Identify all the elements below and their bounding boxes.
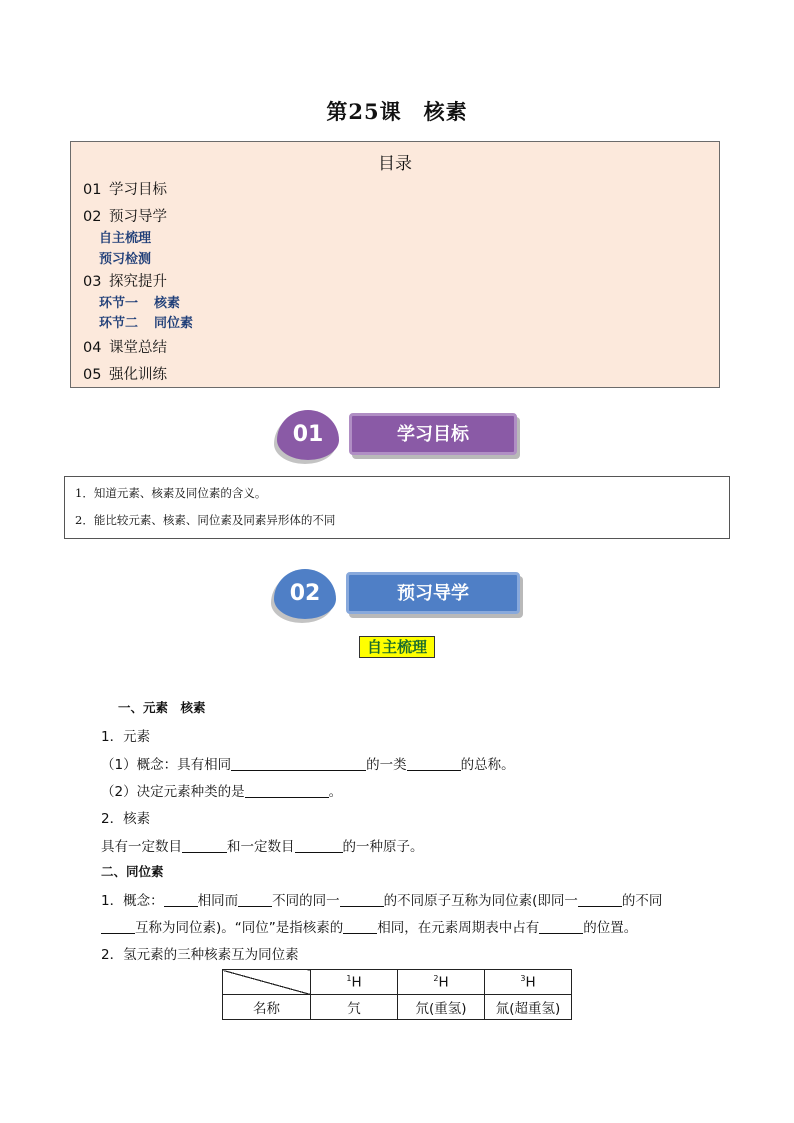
blank-field[interactable] (340, 894, 384, 907)
diagonal-header-cell (223, 970, 311, 995)
blank-field[interactable] (343, 921, 377, 934)
determinant-line: （2）决定元素种类的是 。 (101, 784, 343, 800)
blank-field[interactable] (238, 894, 272, 907)
heading-element-nuclide: 一、元素 核素 (118, 700, 206, 715)
heading-isotope: 二、同位素 (101, 864, 164, 879)
table-header-cell: $^3$H (485, 970, 572, 995)
blank-field[interactable] (578, 894, 622, 907)
section-banner-preview: 预习导学 (346, 572, 520, 614)
goal-item: 2．能比较元素、核素、同位素及同素异形体的不同 (75, 513, 336, 527)
concept-line: （1）概念：具有相同 的一类 的总称。 (101, 757, 515, 773)
table-row (223, 995, 572, 1020)
blank-field[interactable] (295, 840, 343, 853)
subheading-nuclide: 2．核素 (101, 811, 151, 827)
lesson-topic: 核素 (423, 99, 468, 124)
toc-item-04[interactable]: 04 课堂总结 (83, 340, 167, 356)
lesson-number: 第25课 (326, 99, 402, 124)
table-header-cell: $^1$H (311, 970, 398, 995)
blank-field[interactable] (539, 921, 583, 934)
blank-field[interactable] (231, 758, 366, 771)
toc-item-02[interactable]: 02 预习导学 (83, 209, 167, 225)
toc-sub-section-2[interactable]: 环节二 同位素 (99, 316, 194, 331)
toc-item-01[interactable]: 01 学习目标 (83, 182, 167, 198)
section-badge-01: 01 (277, 410, 339, 460)
table-cell: 氚(超重氢) (485, 995, 572, 1020)
goal-item: 1．知道元素、核素及同位素的含义。 (75, 486, 267, 500)
blank-field[interactable] (245, 785, 329, 798)
hydrogen-isotope-table (222, 969, 572, 1020)
table-header-cell: $^2$H (398, 970, 485, 995)
table-cell: 氕 (311, 995, 398, 1020)
hydrogen-isotopes-line: 2．氢元素的三种核素互为同位素 (101, 947, 299, 963)
self-review-label: 自主梳理 (359, 636, 435, 658)
subheading-element: 1．元素 (101, 729, 151, 745)
toc-sub-preview-check[interactable]: 预习检测 (99, 252, 152, 267)
section-badge-02: 02 (274, 569, 336, 619)
toc-item-03[interactable]: 03 探究提升 (83, 274, 167, 290)
table-of-contents (70, 141, 720, 388)
toc-sub-section-1[interactable]: 环节一 核素 (99, 296, 181, 311)
learning-goals-box (64, 476, 730, 539)
page-title (0, 96, 794, 126)
isotope-concept-line: 1．概念： 相同而 不同的同一 的不同原子互称为同位素(即同一 的不同 (101, 893, 663, 909)
toc-sub-self-review[interactable]: 自主梳理 (99, 231, 152, 246)
toc-heading: 目录 (378, 154, 412, 174)
section-banner-learning-goals: 学习目标 (349, 413, 517, 455)
blank-field[interactable] (182, 840, 227, 853)
table-row (223, 970, 572, 995)
table-cell: 氘(重氢) (398, 995, 485, 1020)
isotope-concept-line-2: 互称为同位素)。“同位”是指核素的 相同，在元素周期表中占有 的位置。 (101, 916, 637, 936)
blank-field[interactable] (164, 894, 198, 907)
blank-field[interactable] (407, 758, 461, 771)
toc-item-05[interactable]: 05 强化训练 (83, 367, 167, 383)
row-label: 名称 (223, 995, 311, 1020)
blank-field[interactable] (101, 921, 135, 934)
nuclide-definition-line: 具有一定数目 和一定数目 的一种原子。 (101, 839, 424, 855)
